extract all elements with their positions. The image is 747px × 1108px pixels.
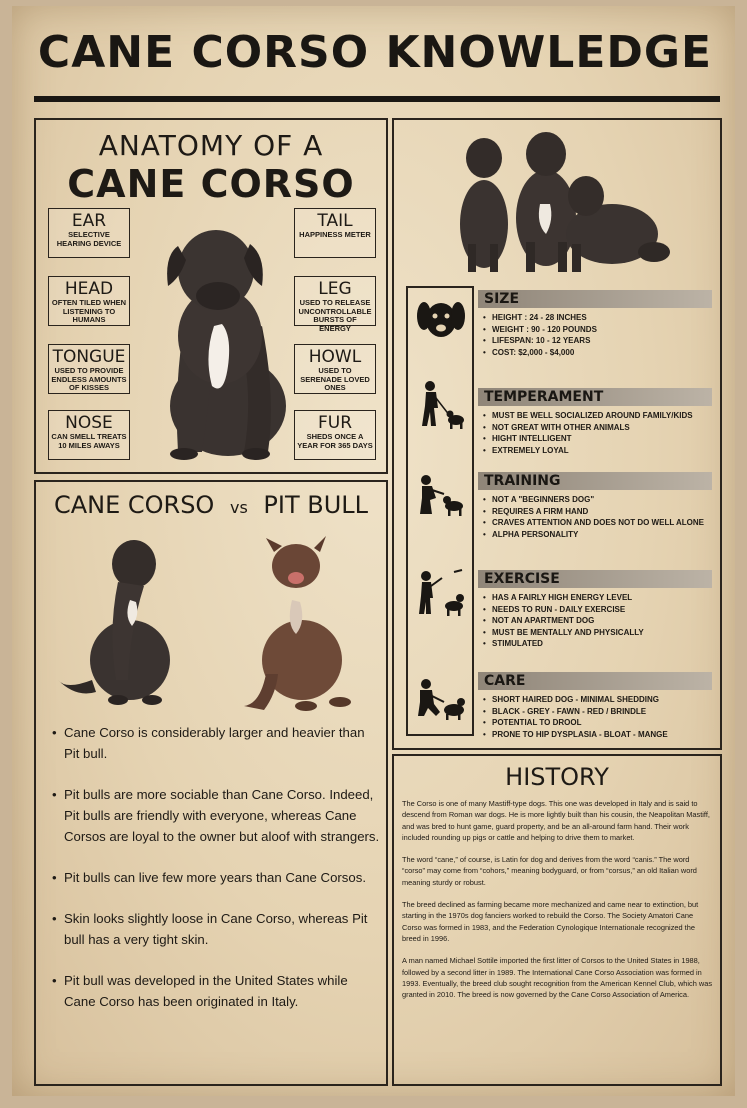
list-item: • Cane Corso is considerably larger and heavier than Pit bull. [50,722,380,764]
trait-size [478,290,712,358]
part-name: LEG [318,279,352,299]
list-item: • HAS A FAIRLY HIGH ENERGY LEVEL [492,592,712,604]
traits-panel [392,118,722,750]
list-item: • MUST BE WELL SOCIALIZED AROUND FAMILY/KIDS [492,410,712,422]
list-item: • MUST BE MENTALLY AND PHYSICALLY [492,627,712,639]
part-name: EAR [71,211,107,231]
history-body [402,798,714,1011]
cane-corso-sitting-image [144,216,292,462]
anatomy-title [36,130,386,206]
anatomy-part-leg [294,276,376,333]
part-desc: USED TO SERENADE LOVED ONES [300,366,370,392]
list-item: • ALPHA PERSONALITY [492,529,712,541]
trait-care [478,672,712,740]
part-desc: SHEDS ONCE A YEAR FOR 365 DAYS [297,432,373,450]
pit-bull-image [236,534,366,714]
trait-care-list [478,694,712,740]
dog-head-icon [414,292,468,346]
part-name: TAIL [317,211,353,231]
list-item: • COST: $2,000 - $4,000 [492,347,712,359]
history-paragraph: The Corso is one of many Mastiff-type dogs. This one was developed in Italy and is said to descend from Roman war dogs. He is more lightly built than his cousin, the Neapolitan Mastiff, and was bred to hunt game, guard property, and be an all-around farm hand. Their work included rounding up pigs or cattle and helping to drive them to market. [402,799,710,842]
history-title: HISTORY [505,763,609,791]
trait-care-title: CARE [478,672,712,690]
versus-vs: vs [229,498,248,517]
list-item: • NOT AN APARTMENT DOG [492,615,712,627]
history-panel [392,754,722,1086]
trait-training-title: TRAINING [478,472,712,490]
trait-training-list [478,494,712,540]
part-desc: USED TO RELEASE UNCONTROLLABLE BURSTS OF ENERGY [298,298,372,333]
list-item: • Pit bulls can live few more years than Cane Corsos. [50,867,380,888]
part-name: HEAD [64,279,114,299]
trait-icon-strip [406,286,474,736]
poster [12,6,735,1096]
history-paragraph: The breed declined as farming became more mechanized and came near to extinction, but starting in the 1970s dog fanciers worked to rebuild the Corso. The Society Amatori Cane Corso was formed in 1983, and the Federation Cynologique Internationale recognized the breed in 1996. [402,900,699,943]
part-desc: USED TO PROVIDE ENDLESS AMOUNTS OF KISSES [51,366,127,392]
anatomy-part-howl [294,344,376,394]
anatomy-part-fur [294,410,376,460]
list-item: • REQUIRES A FIRM HAND [492,506,712,518]
list-item: • HIGHT INTELLIGENT [492,433,712,445]
part-desc: HAPPINESS METER [299,230,371,239]
list-item: • POTENTIAL TO DROOL [492,717,712,729]
list-item: • STIMULATED [492,638,712,650]
cane-corso-image [56,530,186,710]
title-divider [34,96,720,102]
list-item: • CRAVES ATTENTION AND DOES NOT DO WELL ALONE [492,517,712,529]
part-desc: OFTEN TILED WHEN LISTENING TO HUMANS [51,298,127,324]
list-item: • PRONE TO HIP DYSPLASIA - BLOAT - MANGE [492,729,712,741]
part-name: FUR [317,413,353,433]
trait-temperament [478,388,712,456]
person-playing-dog-icon [414,566,468,620]
versus-facts-list [50,722,380,1032]
anatomy-part-ear [48,208,130,258]
list-item: • HEIGHT : 24 - 28 INCHES [492,312,712,324]
trait-temperament-list [478,410,712,456]
list-item: • Pit bulls are more sociable than Cane Corso. Indeed, Pit bulls are friendly with everyone, whereas Cane Corsos are loyal to the owner but aloof with strangers. [50,784,380,847]
anatomy-panel [34,118,388,474]
list-item: • Pit bull was developed in the United States while Cane Corso has been originated in Italy. [50,970,380,1012]
anatomy-part-tongue [48,344,130,394]
list-item: • WEIGHT : 90 - 120 POUNDS [492,324,712,336]
list-item: • NOT A "BEGINNERS DOG" [492,494,712,506]
versus-right: PIT BULL [263,491,369,519]
part-name: HOWL [308,347,362,367]
part-name: NOSE [65,413,113,433]
part-desc: SELECTIVE HEARING DEVICE [56,230,122,248]
person-training-dog-icon [414,468,468,522]
list-item: • Skin looks slightly loose in Cane Corso, whereas Pit bull has a very tight skin. [50,908,380,950]
list-item: • NEEDS TO RUN - DAILY EXERCISE [492,604,712,616]
list-item: • BLACK - GREY - FAWN - RED / BRINDLE [492,706,712,718]
person-grooming-dog-icon [414,670,468,724]
part-name: TONGUE [52,347,126,367]
list-item: • EXTREMELY LOYAL [492,445,712,457]
anatomy-title-line1: ANATOMY OF A [98,129,324,162]
history-paragraph: The word “cane,” of course, is Latin for dog and derives from the word “canis.” The word “corso” may come from “cohors,” meaning bodyguard, or from “corsus,” an old Italian word meaning sturdy or robust. [402,855,697,887]
list-item: • LIFESPAN: 10 - 12 YEARS [492,335,712,347]
list-item: • NOT GREAT WITH OTHER ANIMALS [492,422,712,434]
trait-training [478,472,712,540]
history-paragraph: A man named Michael Sottile imported the first litter of Corsos to the United States in 1988, followed by a second litter in 1989. The International Cane Corso Association was formed in 1993. Eventually, the breed club sought recognition from the American Kennel Club, which was granted in 2010. The breed is now governed by the Cane Corso Association of America. [402,956,713,1000]
versus-panel [34,480,388,1086]
trait-size-title: SIZE [478,290,712,308]
poster-title: CANE CORSO KNOWLEDGE [37,27,713,78]
anatomy-title-line2: CANE CORSO [67,162,355,206]
versus-left: CANE CORSO [53,491,215,519]
anatomy-part-tail [294,208,376,258]
list-item: • SHORT HAIRED DOG - MINIMAL SHEDDING [492,694,712,706]
anatomy-part-nose [48,410,130,460]
versus-title [36,490,386,523]
trait-size-list [478,312,712,358]
trait-exercise [478,570,712,650]
person-walking-dog-icon [414,378,468,432]
trait-exercise-title: EXERCISE [478,570,712,588]
part-desc: CAN SMELL TREATS 10 MILES AWAYS [51,432,127,450]
trait-temperament-title: TEMPERAMENT [478,388,712,406]
trait-exercise-list [478,592,712,650]
anatomy-part-head [48,276,130,326]
three-cane-corsos-image [454,124,674,274]
